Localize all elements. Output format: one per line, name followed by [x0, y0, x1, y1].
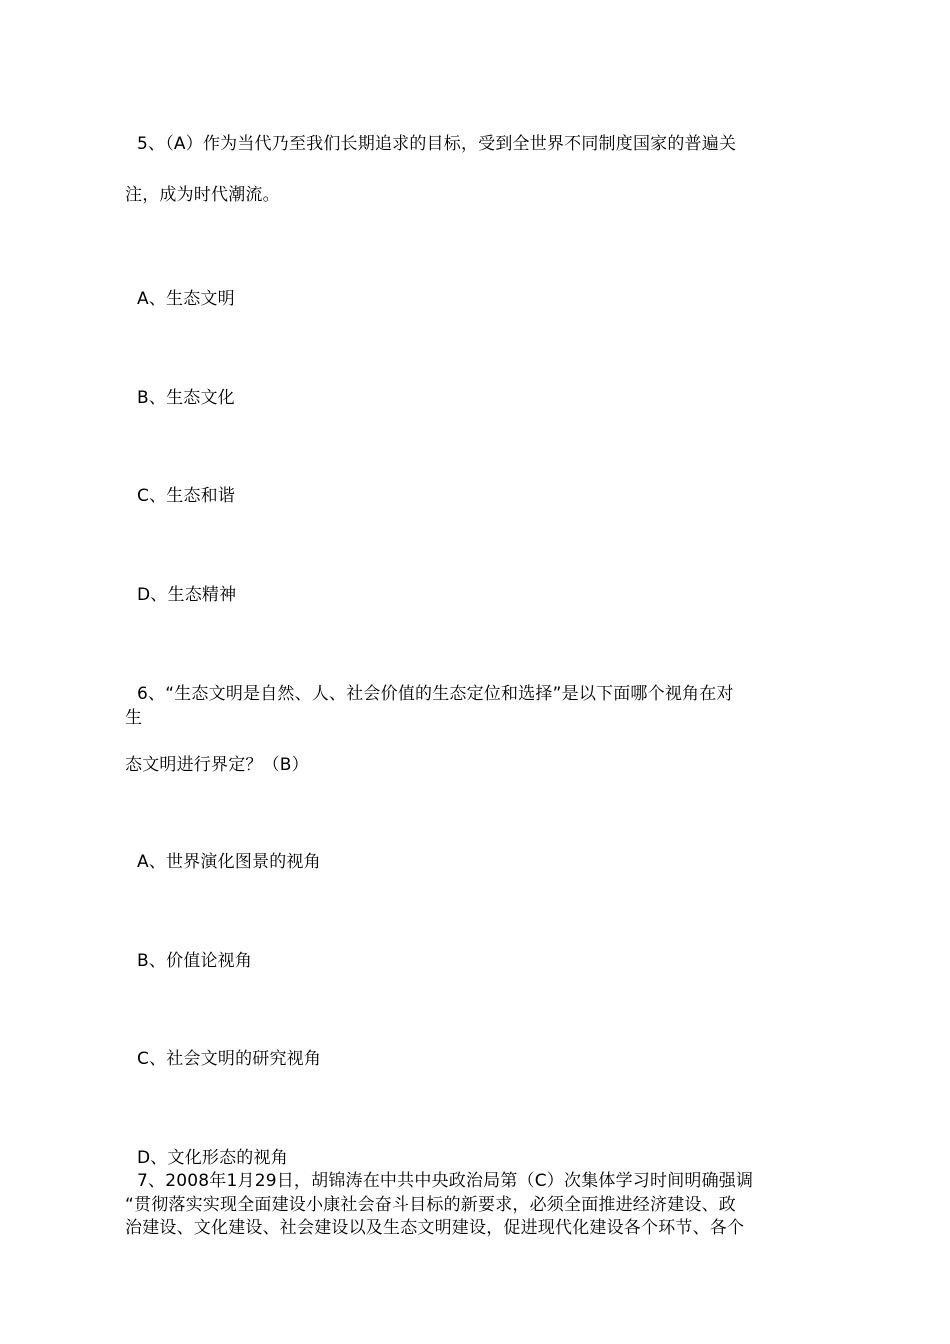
question-5-option-b: B、生态文化	[137, 388, 235, 408]
question-6-stem-wrap: 生	[125, 708, 143, 728]
question-5-stem: 5、（A）作为当代乃至我们长期追求的目标，受到全世界不同制度国家的普遍关	[137, 134, 737, 154]
question-5-option-c: C、生态和谐	[137, 486, 236, 506]
question-5-stem-cont: 注，成为时代潮流。	[125, 185, 280, 205]
question-6-stem: 6、“生态文明是自然、人、社会价值的生态定位和选择”是以下面哪个视角在对	[137, 684, 734, 704]
question-7-line-3: 治建设、文化建设、社会建设以及生态文明建设，促进现代化建设各个环节、各个	[125, 1218, 745, 1238]
question-6-option-c: C、社会文明的研究视角	[137, 1049, 322, 1069]
question-7-line-1: 7、2008年1月29日，胡锦涛在中共中央政治局第（C）次集体学习时间明确强调	[137, 1171, 754, 1191]
question-6-option-d: D、文化形态的视角	[137, 1148, 288, 1168]
question-6-option-a: A、世界演化图景的视角	[137, 852, 321, 872]
question-5-option-a: A、生态文明	[137, 289, 235, 309]
question-6-stem-cont: 态文明进行界定？（B）	[125, 755, 309, 775]
question-6-option-b: B、价值论视角	[137, 951, 253, 971]
question-7-line-2: “贯彻落实实现全面建设小康社会奋斗目标的新要求，必须全面推进经济建设、政	[125, 1195, 737, 1215]
question-5-option-d: D、生态精神	[137, 585, 237, 605]
